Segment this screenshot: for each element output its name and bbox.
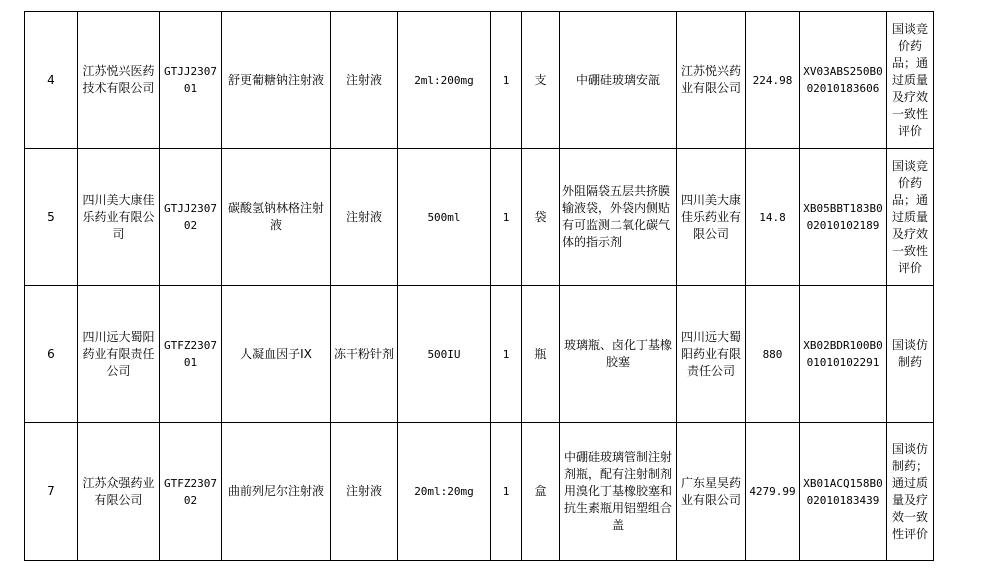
company-name: 江苏悦兴医药技术有限公司 [78,12,160,149]
packaging-material: 中硼硅玻璃安瓿 [560,12,677,149]
price: 880 [746,286,800,423]
conversion-quantity: 1 [491,423,522,561]
remark: 国谈仿制药；通过质量及疗效一致性评价 [887,423,934,561]
packaging-material: 玻璃瓶、卤化丁基橡胶塞 [560,286,677,423]
table-row [25,12,934,149]
product-name: 舒更葡糖钠注射液 [222,12,331,149]
manufacturer: 四川美大康佳乐药业有限公司 [677,149,746,286]
remark: 国谈竞价药品；通过质量及疗效一致性评价 [887,149,934,286]
item-code: GTFZ230702 [160,423,222,561]
company-name: 江苏众强药业有限公司 [78,423,160,561]
dosage-form: 注射液 [331,423,398,561]
conversion-quantity: 1 [491,149,522,286]
specification: 2ml:200mg [398,12,491,149]
insurance-code: XB05BBT183B002010102189 [800,149,887,286]
drug-catalog-table [24,11,934,561]
company-name: 四川远大蜀阳药业有限责任公司 [78,286,160,423]
row-number: 5 [25,149,78,286]
specification: 20ml:20mg [398,423,491,561]
table-row [25,423,934,561]
insurance-code: XB01ACQ158B002010183439 [800,423,887,561]
table-row [25,286,934,423]
dosage-form: 注射液 [331,149,398,286]
specification: 500IU [398,286,491,423]
insurance-code: XV03ABS250B002010183606 [800,12,887,149]
row-number: 6 [25,286,78,423]
item-code: GTJJ230702 [160,149,222,286]
price: 14.8 [746,149,800,286]
packaging-material: 中硼硅玻璃管制注射剂瓶，配有注射制剂用溴化丁基橡胶塞和抗生素瓶用铝塑组合盖 [560,423,677,561]
insurance-code: XB02BDR100B001010102291 [800,286,887,423]
price: 224.98 [746,12,800,149]
table-row [25,149,934,286]
dosage-form: 冻干粉针剂 [331,286,398,423]
packaging-material: 外阻隔袋五层共挤膜输液袋，外袋内侧贴有可监测二氧化碳气体的指示剂 [560,149,677,286]
item-code: GTJJ230701 [160,12,222,149]
manufacturer: 四川远大蜀阳药业有限责任公司 [677,286,746,423]
package-unit: 袋 [522,149,560,286]
manufacturer: 广东星昊药业有限公司 [677,423,746,561]
conversion-quantity: 1 [491,12,522,149]
product-name: 碳酸氢钠林格注射液 [222,149,331,286]
remark: 国谈仿制药 [887,286,934,423]
price: 4279.99 [746,423,800,561]
item-code: GTFZ230701 [160,286,222,423]
conversion-quantity: 1 [491,286,522,423]
package-unit: 支 [522,12,560,149]
row-number: 7 [25,423,78,561]
product-name: 曲前列尼尔注射液 [222,423,331,561]
specification: 500ml [398,149,491,286]
package-unit: 盒 [522,423,560,561]
dosage-form: 注射液 [331,12,398,149]
remark: 国谈竞价药品；通过质量及疗效一致性评价 [887,12,934,149]
manufacturer: 江苏悦兴药业有限公司 [677,12,746,149]
package-unit: 瓶 [522,286,560,423]
product-name: 人凝血因子IX [222,286,331,423]
company-name: 四川美大康佳乐药业有限公司 [78,149,160,286]
row-number: 4 [25,12,78,149]
